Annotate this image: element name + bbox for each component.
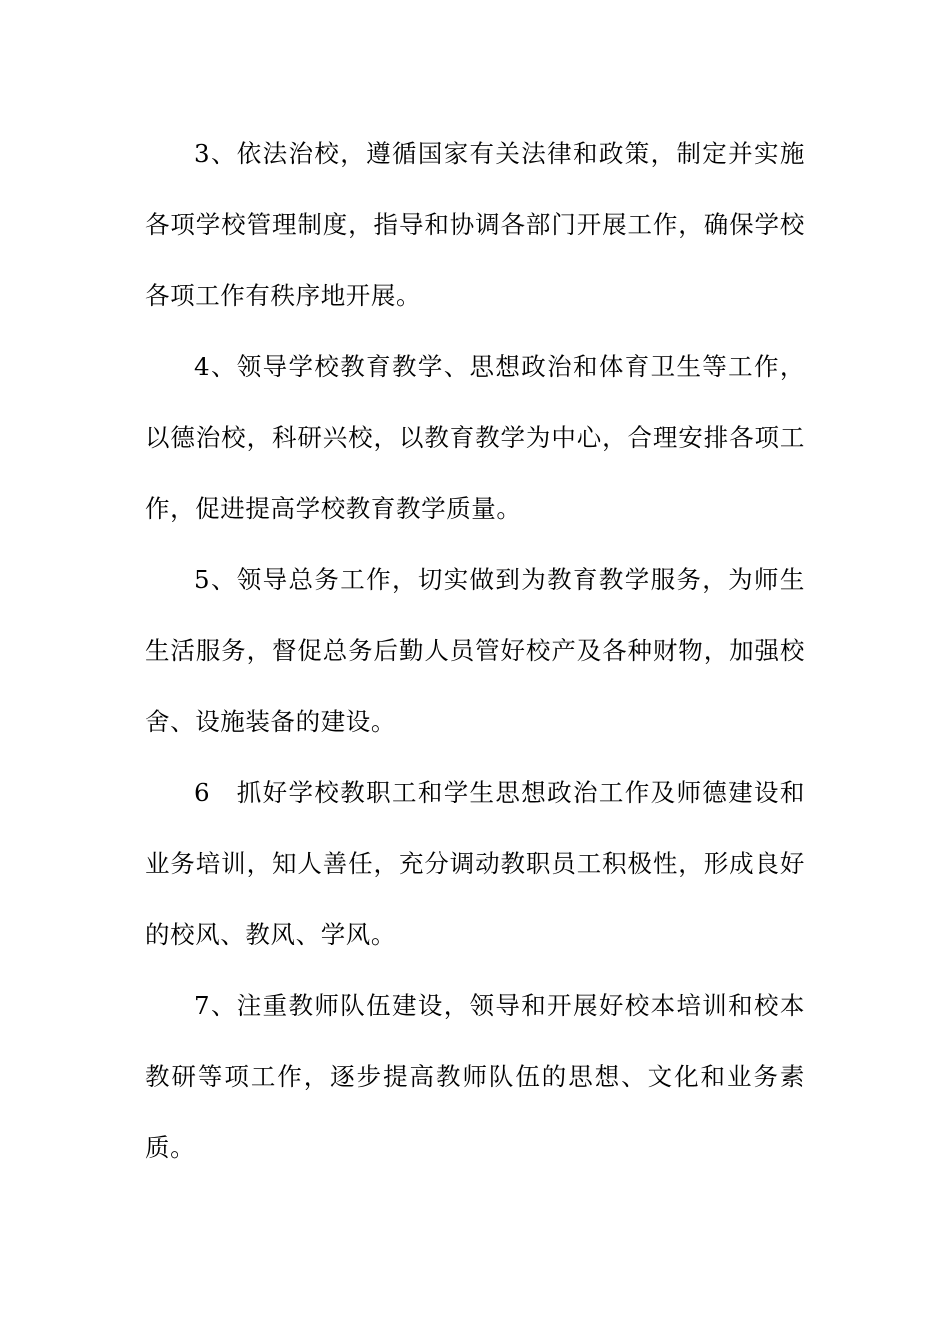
paragraph-item-6: 6 抓好学校教职工和学生思想政治工作及师德建设和业务培训，知人善任，充分调动教职员工积极性，形成良好的校风、教风、学风。 [145,778,805,949]
paragraph-item-3: 3、依法治校，遵循国家有关法律和政策，制定并实施各项学校管理制度，指导和协调各部门开展工作，确保学校各项工作有秩序地开展。 [145,139,805,310]
document-body [145,118,805,1183]
paragraph-item-5: 5、领导总务工作，切实做到为教育教学服务，为师生生活服务，督促总务后勤人员管好校产及各种财物，加强校舍、设施装备的建设。 [145,565,805,736]
paragraph-item-4: 4、领导学校教育教学、思想政治和体育卫生等工作，以德治校，科研兴校，以教育教学为中心，合理安排各项工作，促进提高学校教育教学质量。 [145,352,805,523]
paragraph-item-7: 7、注重教师队伍建设，领导和开展好校本培训和校本教研等项工作，逐步提高教师队伍的思想、文化和业务素质。 [145,991,805,1162]
